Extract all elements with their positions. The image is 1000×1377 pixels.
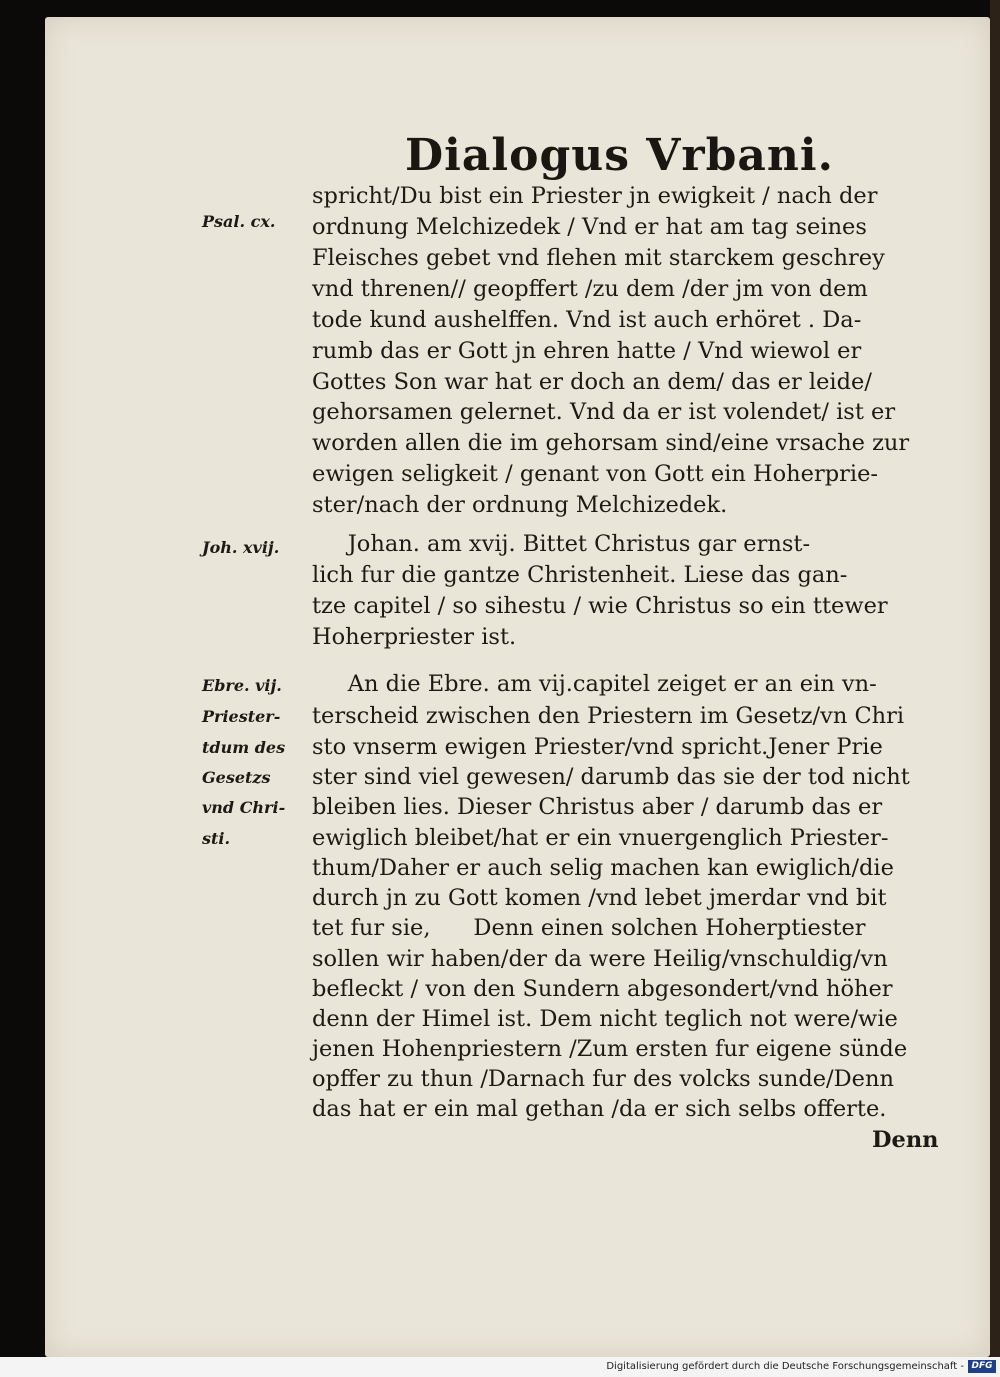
margin-note-psalm: Psal. cx. — [202, 212, 276, 231]
text-line: ordnung Melchizedek / Vnd er hat am tag seines — [312, 214, 867, 240]
text-line: lich fur die gantze Christenheit. Liese das gan- — [312, 562, 848, 588]
text-line: tze capitel / so sihestu / wie Christus so ein ttewer — [312, 593, 888, 619]
text-line: Johan. am xvij. Bittet Christus gar ernst- — [312, 531, 811, 557]
book-spine-edge — [990, 0, 1000, 1360]
text-line: An die Ebre. am vij.capitel zeiget er an ein vn- — [312, 671, 877, 697]
text-line: Hoherpriester ist. — [312, 624, 517, 650]
text-line: ewiglich bleibet/hat er ein vnuergenglich Priester- — [312, 825, 889, 851]
text-line: spricht/Du bist ein Priester jn ewigkeit / nach der — [312, 183, 878, 209]
margin-note-hebrews: Ebre. vij. — [202, 676, 282, 695]
text-line: Gottes Son war hat er doch an dem/ das er leide/ — [312, 369, 872, 395]
margin-note-john: Joh. xvij. — [202, 538, 280, 557]
text-line: befleckt / von den Sundern abgesondert/vnd höher — [312, 976, 893, 1002]
running-head: Dialogus Vrbani. — [405, 130, 834, 181]
text-line: ewigen seligkeit / genant von Gott ein Hoherprie- — [312, 461, 878, 487]
margin-note-priesthood: sti. — [202, 829, 231, 848]
text-line: gehorsamen gelernet. Vnd da er ist volendet/ ist er — [312, 399, 896, 425]
text-line: vnd threnen// geopffert /zu dem /der jm von dem — [312, 276, 868, 302]
margin-note-priesthood: Gesetzs — [202, 768, 271, 787]
text-line: thum/Daher er auch selig machen kan ewiglich/die — [312, 855, 894, 881]
margin-note-priesthood: vnd Chri- — [202, 798, 286, 817]
text-line: ster sind viel gewesen/ darumb das sie der tod nicht — [312, 764, 910, 790]
text-line: Fleisches gebet vnd flehen mit starckem geschrey — [312, 245, 885, 271]
text-line: ster/nach der ordnung Melchizedek. — [312, 492, 728, 518]
text-line: terscheid zwischen den Priestern im Gesetz/vn Chri — [312, 703, 905, 729]
text-line: tet fur sie, Denn einen solchen Hoherptiester — [312, 915, 866, 941]
text-line: jenen Hohenpriestern /Zum ersten fur eigene sünde — [312, 1036, 908, 1062]
text-line: sollen wir haben/der da were Heilig/vnschuldig/vn — [312, 946, 888, 972]
text-line: durch jn zu Gott komen /vnd lebet jmerdar vnd bit — [312, 885, 887, 911]
margin-note-priesthood: Priester- — [202, 707, 281, 726]
text-line: rumb das er Gott jn ehren hatte / Vnd wiewol er — [312, 338, 862, 364]
text-line: denn der Himel ist. Dem nicht teglich not were/wie — [312, 1006, 898, 1032]
text-line: bleiben lies. Dieser Christus aber / darumb das er — [312, 794, 883, 820]
text-line: das hat er ein mal gethan /da er sich selbs offerte. — [312, 1096, 887, 1122]
text-line: sto vnserm ewigen Priester/vnd spricht.Jener Prie — [312, 734, 883, 760]
text-line: worden allen die im gehorsam sind/eine vrsache zur — [312, 430, 910, 456]
text-line: opffer zu thun /Darnach fur des volcks sunde/Denn — [312, 1066, 894, 1092]
dfg-logo: DFG — [968, 1360, 996, 1373]
text-line: tode kund aushelffen. Vnd ist auch erhöret . Da- — [312, 307, 862, 333]
margin-note-priesthood: tdum des — [202, 738, 286, 757]
catchword: Denn — [872, 1127, 939, 1153]
funding-credit: Digitalisierung gefördert durch die Deutsche Forschungsgemeinschaft - — [606, 1361, 964, 1372]
